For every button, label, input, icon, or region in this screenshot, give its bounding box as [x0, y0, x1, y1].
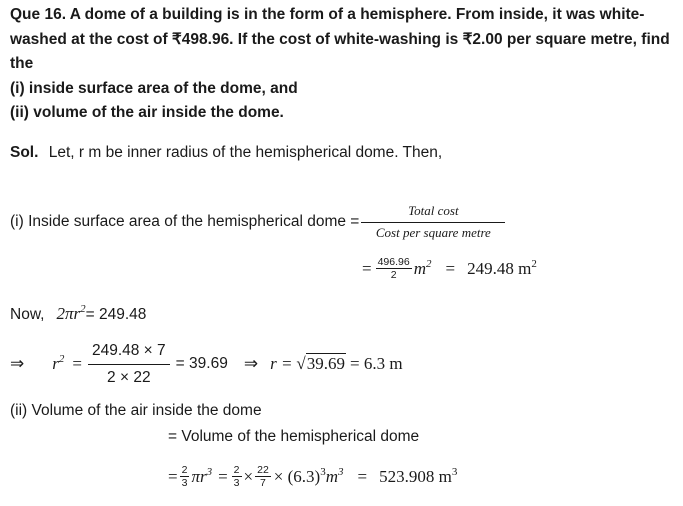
- question-block: [10, 3, 675, 126]
- vol-unit: $m^3$: [325, 465, 344, 486]
- vol-fraction-1: $\frac{2}{3}$: [181, 464, 188, 490]
- step2-eq: =: [362, 258, 372, 278]
- step2-fraction: [376, 256, 412, 281]
- question-part-ii: (ii) volume of the air inside the dome.: [10, 104, 284, 121]
- step-radius: [10, 342, 403, 387]
- implies-1: ⇒: [10, 354, 25, 374]
- step1-numerator: Total cost: [361, 204, 505, 223]
- step1-denominator: Cost per square metre: [375, 224, 491, 240]
- step2-unit: $m^2$: [413, 257, 432, 278]
- vol-result-eq: =: [357, 466, 368, 486]
- vol-result: 523.908 $m^3$: [379, 465, 458, 486]
- step2-result-eq: =: [445, 258, 456, 278]
- step-now: [10, 304, 146, 324]
- step1-fraction: [361, 204, 505, 241]
- r-result: = 6.3 m: [350, 354, 403, 374]
- r-squared-result: = 39.69: [175, 355, 228, 373]
- part-ii-heading: (ii) Volume of the air inside the dome: [10, 402, 262, 419]
- step-surface-area: [10, 204, 505, 241]
- step-surface-area-value: [362, 256, 537, 281]
- question-line-1: Que 16. A dome of a building is in the form of a hemisphere. From inside, it was white-: [10, 6, 645, 23]
- vol-eq-2: =: [218, 466, 228, 486]
- vol-eq-1: =: [168, 466, 178, 486]
- vol-times: ×: [243, 466, 254, 486]
- vol-fraction-2: $\frac{2}{3}$: [233, 464, 240, 490]
- r-sqrt: √39.69: [296, 354, 346, 374]
- vol-rest: × $(6.3)^3$: [273, 465, 326, 486]
- r-lhs: r =: [270, 354, 293, 374]
- solution-intro: [10, 144, 442, 162]
- r-squared: $r^2$: [52, 353, 65, 374]
- question-part-i: (i) inside surface area of the dome, and: [10, 79, 298, 97]
- now-label: Now,: [10, 306, 45, 323]
- step2-result: 249.48 $m^2$: [467, 257, 537, 278]
- r-squared-numerator: 249.48 × 7: [88, 342, 170, 365]
- implies-2: ⇒: [243, 354, 259, 374]
- step2-denominator: 2: [390, 269, 397, 282]
- vol-fraction-3: $\frac{22}{7}$: [257, 464, 269, 490]
- vol-pi-r-cubed: $\pi r^3$: [191, 465, 213, 486]
- step1-text: (i) Inside surface area of the hemispherical dome =: [10, 213, 360, 231]
- solution-intro-text: Let, r m be inner radius of the hemispherical dome. Then,: [48, 144, 443, 161]
- r-squared-eq: =: [72, 354, 82, 374]
- question-line-3: the: [10, 55, 34, 72]
- step-volume: [168, 464, 457, 489]
- question-line-2: washed at the cost of ₹498.96. If the cost of white-washing is ₹2.00 per square metre, find: [10, 30, 670, 48]
- r-squared-fraction: [88, 342, 170, 387]
- volume-statement: = Volume of the hemispherical dome: [168, 428, 420, 445]
- r-squared-denominator: 2 × 22: [107, 368, 151, 386]
- step2-numerator: 496.96: [377, 256, 410, 268]
- now-expression: $2\pi r^2$: [56, 303, 86, 323]
- now-rhs: = 249.48: [85, 306, 147, 323]
- solution-label: Sol.: [10, 144, 39, 161]
